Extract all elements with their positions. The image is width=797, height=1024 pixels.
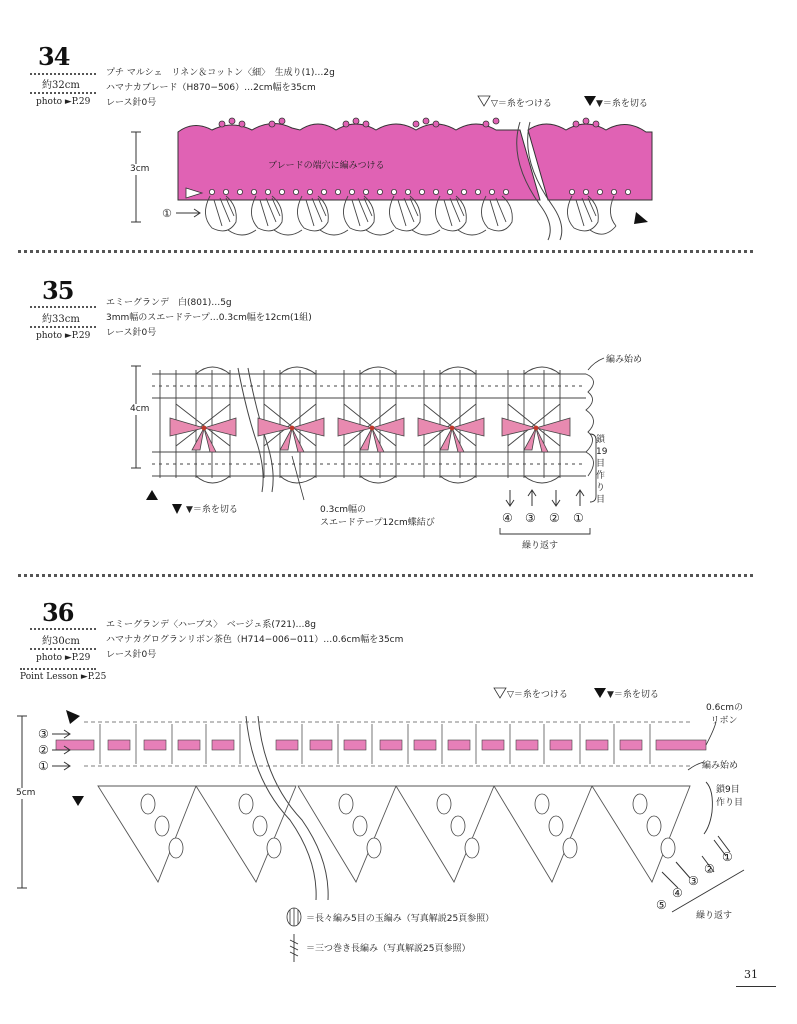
row-arrow [52, 730, 70, 738]
crochet-fans [98, 786, 690, 882]
chain-label: 鎖19目作り目 [596, 435, 608, 505]
triple-treble-symbol-icon [290, 934, 298, 962]
page-number-rule [736, 986, 776, 987]
material-line: プチ マルシェ リネン＆コットン〈細〉 生成り(1)…2g [106, 68, 335, 78]
repeat-label: 繰り返す [696, 911, 733, 921]
legend-attach: ▽＝糸をつける [491, 99, 552, 109]
symbol-note: ＝長々編み5目の玉編み（写真解説25頁参照） [306, 914, 495, 924]
row-marker: ① [573, 511, 584, 525]
row-marker: ④ [672, 886, 683, 900]
row-marker: ④ [502, 511, 513, 525]
height-label: 5cm [16, 788, 36, 798]
ribbon-segments [56, 740, 706, 750]
finished-size: 約33cm [42, 314, 80, 325]
legend-attach-triangle [494, 688, 506, 698]
material-line: エミーグランデ 白(801)…5g [106, 298, 232, 308]
ribbon-label: 0.6cmの [706, 703, 744, 713]
cut-marker [66, 710, 80, 724]
row-marker: ③ [525, 511, 536, 525]
row-marker: ③ [688, 874, 699, 888]
chain-label: 作り目 [716, 798, 744, 808]
page-number: 31 [744, 968, 758, 981]
repeat-label: 繰り返す [522, 541, 559, 551]
material-line: レース針0号 [106, 650, 157, 660]
legend-attach: ▽＝糸をつける [507, 690, 568, 700]
repeat-bracket [672, 870, 744, 912]
row-marker: ② [549, 511, 560, 525]
height-bar [17, 716, 27, 888]
cut-marker [72, 796, 84, 806]
row-marker: ① [722, 850, 733, 864]
row-marker: ② [704, 862, 715, 876]
material-line: ハマナカブレード（H870−506）…2cm幅を35cm [106, 83, 316, 93]
row-marker: ① [162, 207, 172, 220]
legend-cut: ▼＝糸を切る [186, 505, 238, 515]
symbol-note: ＝三つ巻き長編み（写真解説25頁参照） [306, 944, 471, 954]
section-number: 36 [42, 598, 74, 627]
legend-cut: ▼＝糸を切る [596, 99, 648, 109]
row-marker: ② [38, 743, 49, 757]
row-marker: ⑤ [656, 898, 667, 912]
row-arrow [52, 762, 70, 770]
point-lesson-reference: Point Lesson ►P.25 [20, 672, 107, 682]
chain-bracket [704, 782, 712, 834]
finished-size: 約30cm [42, 636, 80, 647]
material-line: 3mm幅のスエードテープ…0.3cm幅を12cm(1組) [106, 313, 312, 323]
row-marker: ③ [38, 727, 49, 741]
section-number: 35 [42, 276, 74, 305]
chain-label: 鎖9目 [716, 785, 740, 795]
finished-size: 約32cm [42, 80, 80, 91]
cluster-symbol-icon [287, 908, 301, 926]
row-marker: ① [38, 759, 49, 773]
legend-cut-triangle [594, 688, 606, 698]
photo-reference: photo ►P.29 [36, 97, 91, 107]
section-number: 34 [38, 42, 70, 71]
photo-reference: photo ►P.29 [36, 331, 91, 341]
start-label: 編み始め [606, 355, 643, 365]
tape-note: 0.3cm幅の [320, 505, 367, 515]
start-label: 編み始め [702, 761, 739, 771]
braid-note: ブレードの端穴に編みつける [268, 161, 385, 171]
height-label: 4cm [130, 404, 150, 414]
ribbon-label: リボン [710, 716, 738, 726]
height-label: 3cm [130, 164, 150, 174]
material-line: ハマナカグログランリボン茶色（H714−006−011）…0.6cm幅を35cm [106, 635, 404, 645]
photo-reference: photo ►P.29 [36, 653, 91, 663]
legend-cut: ▼＝糸を切る [607, 690, 659, 700]
material-line: レース針0号 [106, 328, 157, 338]
tape-note: スエードテープ12cm蝶結び [320, 518, 435, 528]
material-line: エミーグランデ〈ハーブス〉 ベージュ系(721)…8g [106, 620, 316, 630]
material-line: レース針0号 [106, 98, 157, 108]
